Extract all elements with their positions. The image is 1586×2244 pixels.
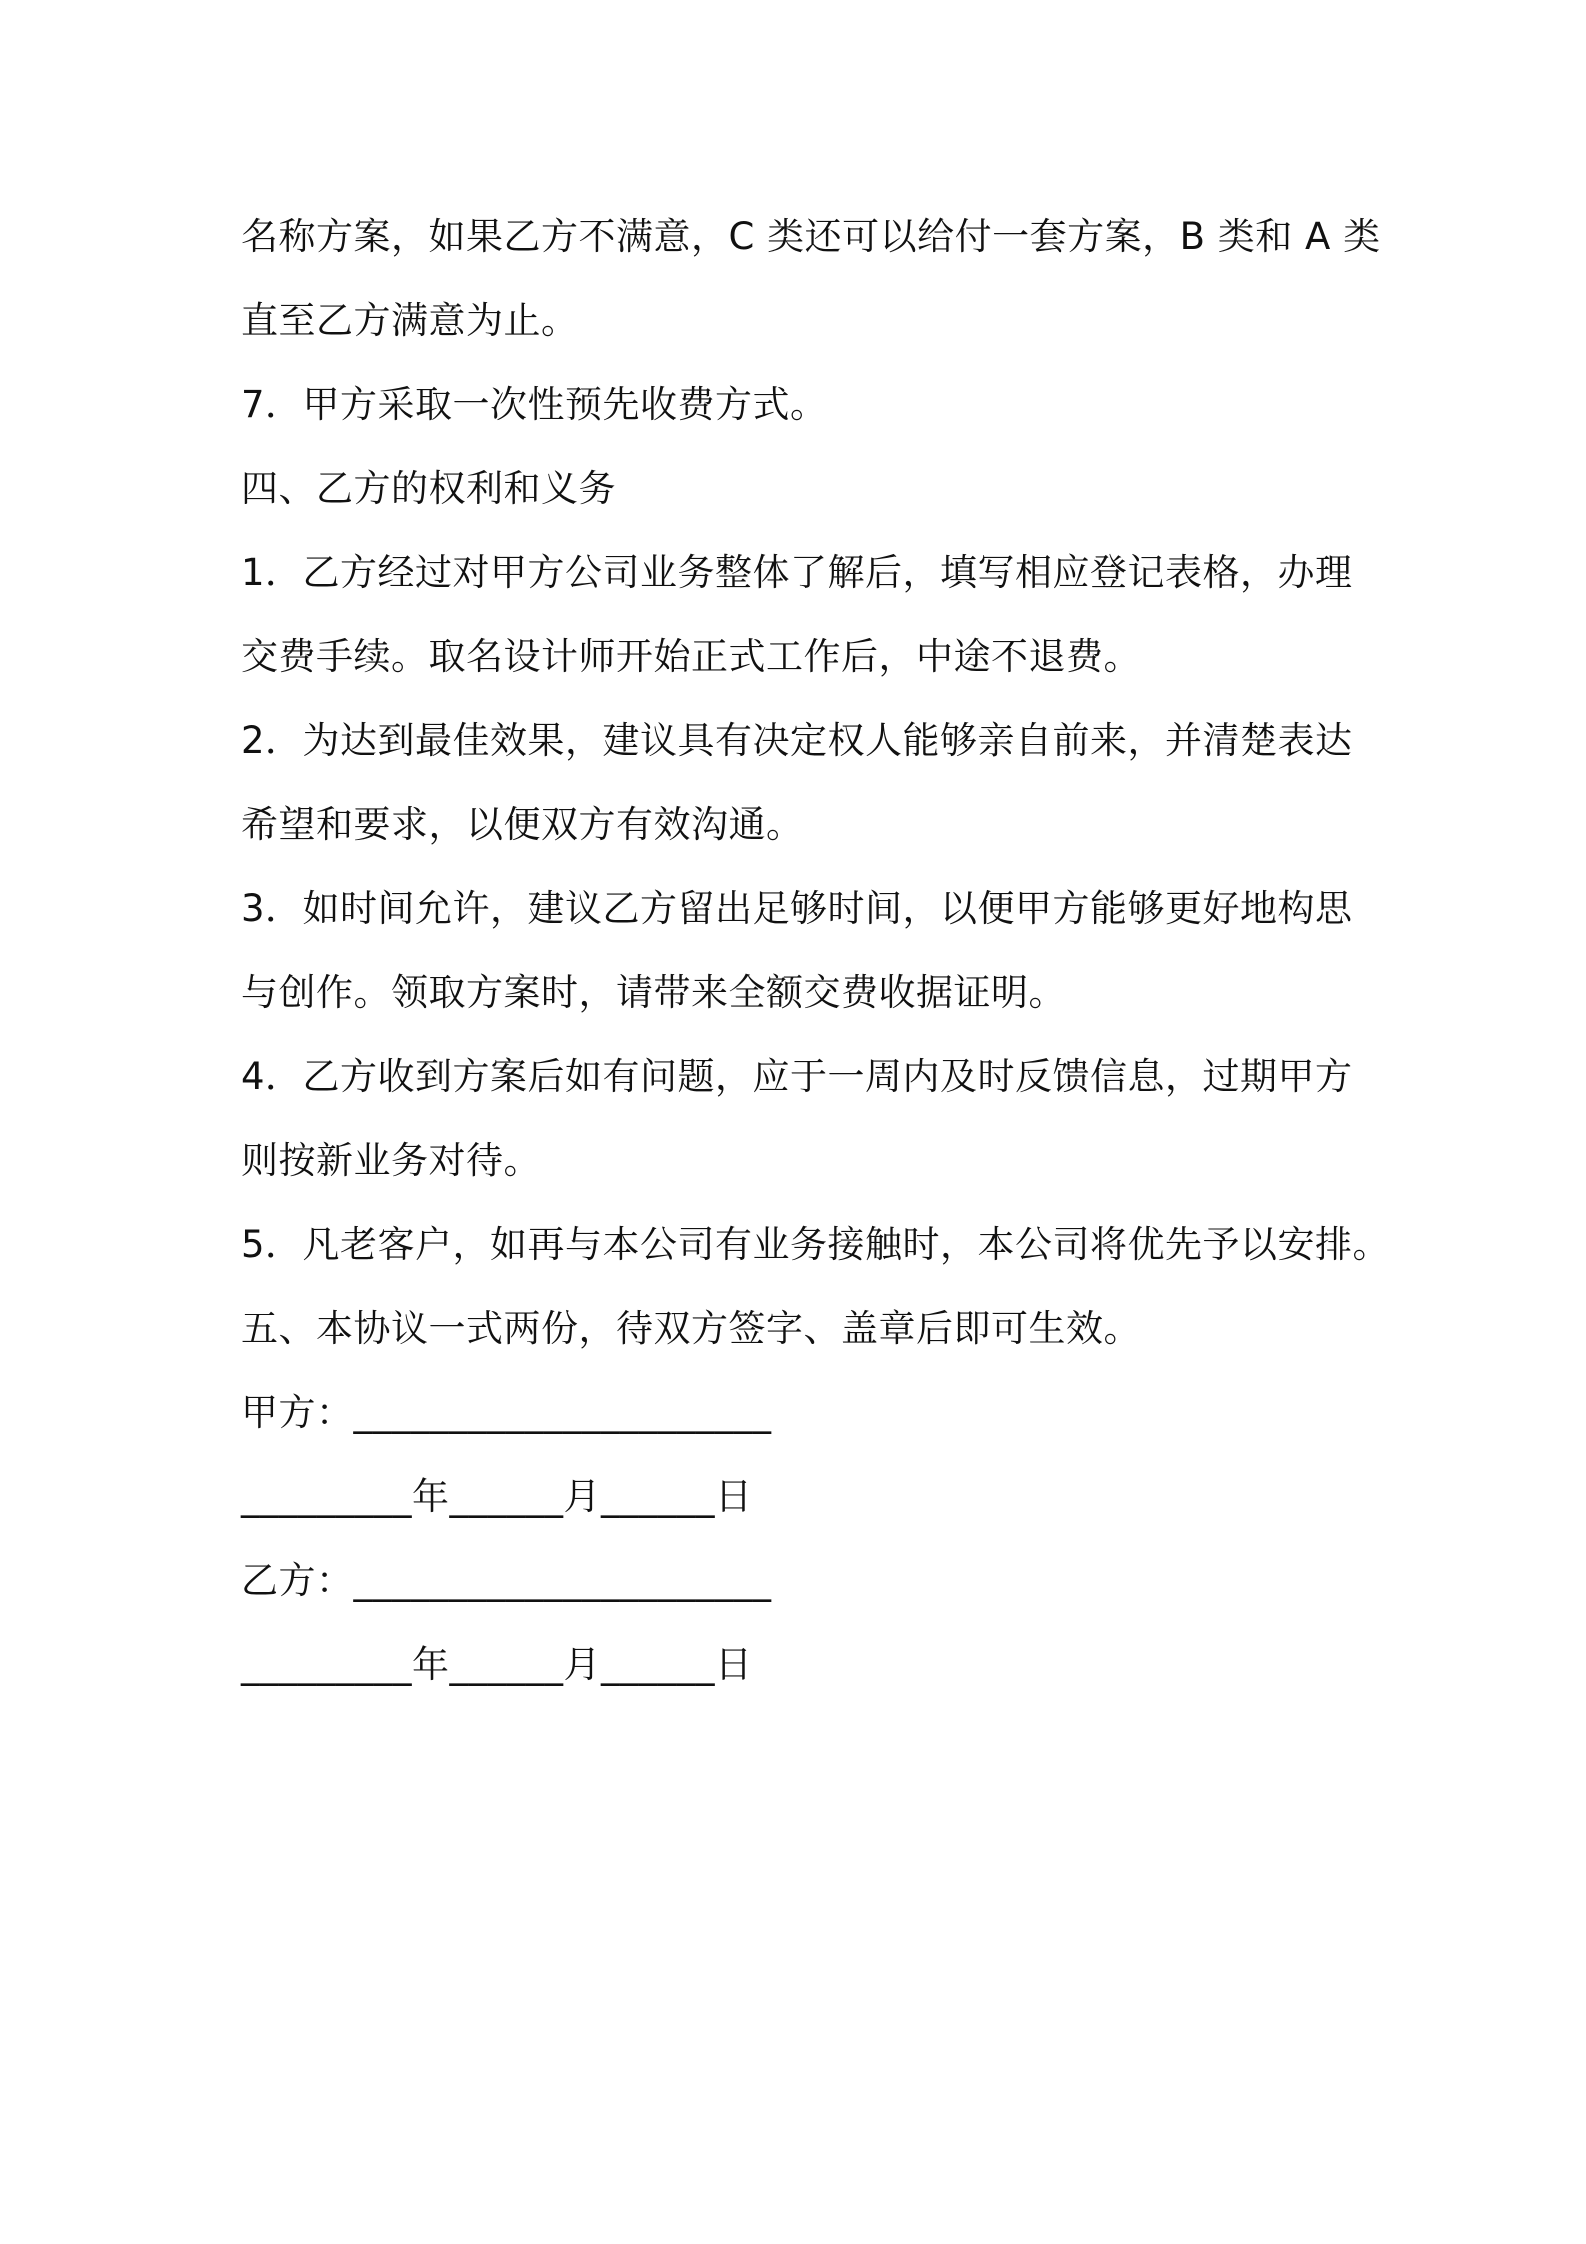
text-line-2: 直至乙方满意为止。 <box>241 299 579 342</box>
text-line-6: 交费手续。取名设计师开始正式工作后，中途不退费。 <box>241 635 1141 678</box>
section-heading-4: 四、乙方的权利和义务 <box>241 467 616 510</box>
party-b-date-line: _________年______月______日 <box>241 1643 753 1686</box>
party-a-date-line: _________年______月______日 <box>241 1475 753 1518</box>
text-line-11: 4．乙方收到方案后如有问题，应于一周内及时反馈信息，过期甲方 <box>241 1055 1353 1098</box>
party-a-signature-line: 甲方：______________________ <box>241 1391 772 1434</box>
text-line-7: 2．为达到最佳效果，建议具有决定权人能够亲自前来，并清楚表达 <box>241 719 1353 762</box>
section-heading-5: 五、本协议一式两份，待双方签字、盖章后即可生效。 <box>241 1307 1141 1350</box>
text-line-13: 5．凡老客户，如再与本公司有业务接触时，本公司将优先予以安排。 <box>241 1223 1391 1266</box>
text-line-8: 希望和要求，以便双方有效沟通。 <box>241 803 804 846</box>
party-b-signature-line: 乙方：______________________ <box>241 1559 772 1602</box>
text-line-12: 则按新业务对待。 <box>241 1139 541 1182</box>
document-body <box>241 195 1391 1707</box>
text-line-9: 3．如时间允许，建议乙方留出足够时间，以便甲方能够更好地构思 <box>241 887 1353 930</box>
text-line-10: 与创作。领取方案时，请带来全额交费收据证明。 <box>241 971 1066 1014</box>
text-line-5: 1．乙方经过对甲方公司业务整体了解后，填写相应登记表格，办理 <box>241 551 1353 594</box>
text-line-1: 名称方案，如果乙方不满意，C 类还可以给付一套方案，B 类和 A 类 <box>241 215 1381 258</box>
text-line-3: 7．甲方采取一次性预先收费方式。 <box>241 383 828 426</box>
